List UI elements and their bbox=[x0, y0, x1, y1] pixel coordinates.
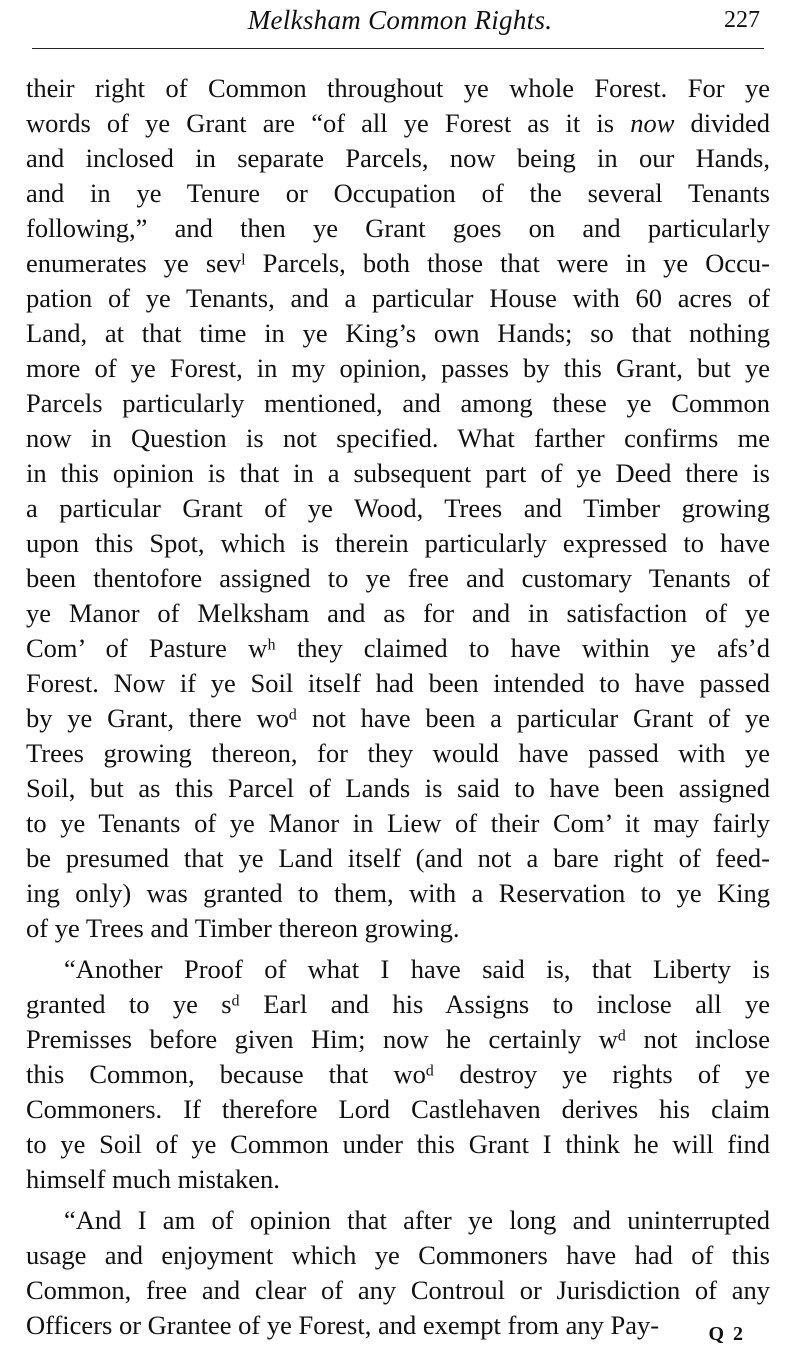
paragraph bbox=[26, 952, 770, 1197]
text-line: a particular Grant of ye Wood, Trees and Timber growing bbox=[26, 493, 770, 523]
text-line: this Common, because that woᵈ destroy ye rights of ye bbox=[26, 1059, 770, 1089]
emphasis: now bbox=[630, 108, 675, 138]
text-line: more of ye Forest, in my opinion, passes by this Grant, but ye bbox=[26, 353, 770, 383]
text-line: and in ye Tenure or Occupation of the several Tenants bbox=[26, 178, 770, 208]
running-title: Melksham Common Rights. bbox=[247, 5, 553, 35]
text-line: Forest. Now if ye Soil itself had been intended to have passed bbox=[26, 668, 770, 698]
text-line: himself much mistaken. bbox=[26, 1164, 280, 1194]
text-line: following,” and then ye Grant goes on and particularly bbox=[26, 213, 770, 243]
text-line: “And I am of opinion that after ye long and uninterrupted bbox=[64, 1205, 770, 1235]
text-line: “Another Proof of what I have said is, that Liberty is bbox=[64, 954, 770, 984]
text-line: enumerates ye sevˡ Parcels, both those that were in ye Occu- bbox=[26, 248, 770, 278]
text-line: their right of Common throughout ye whole Forest. For ye bbox=[26, 73, 770, 103]
paragraph bbox=[26, 1203, 770, 1343]
text-line: to ye Soil of ye Common under this Grant I think he will find bbox=[26, 1129, 770, 1159]
text-line: Common, free and clear of any Controul or Jurisdiction of any bbox=[26, 1275, 770, 1305]
text-line: granted to ye sᵈ Earl and his Assigns to inclose all ye bbox=[26, 989, 770, 1019]
body-text bbox=[26, 71, 770, 1343]
text-line: Land, at that time in ye King’s own Hands; so that nothing bbox=[26, 318, 770, 348]
text-line: Parcels particularly mentioned, and among these ye Common bbox=[26, 388, 770, 418]
text-line: and inclosed in separate Parcels, now being in our Hands, bbox=[26, 143, 770, 173]
text-line: Premisses before given Him; now he certainly wᵈ not inclose bbox=[26, 1024, 770, 1054]
text-line: upon this Spot, which is therein particularly expressed to have bbox=[26, 528, 770, 558]
text-line: pation of ye Tenants, and a particular House with 60 acres of bbox=[26, 283, 770, 313]
text-line: be presumed that ye Land itself (and not a bare right of feed- bbox=[26, 843, 770, 873]
text-line: Trees growing thereon, for they would have passed with ye bbox=[26, 738, 770, 768]
text-line: to ye Tenants of ye Manor in Liew of their Com’ it may fairly bbox=[26, 808, 770, 838]
text-line: by ye Grant, there woᵈ not have been a particular Grant of ye bbox=[26, 703, 770, 733]
signature-mark: Q 2 bbox=[708, 1323, 745, 1345]
text-line: now in Question is not specified. What farther confirms me bbox=[26, 423, 770, 453]
text-line: Officers or Grantee of ye Forest, and exempt from any Pay- bbox=[26, 1310, 660, 1340]
running-head bbox=[30, 4, 770, 36]
text-line: been thentofore assigned to ye free and customary Tenants of bbox=[26, 563, 770, 593]
text-line: of ye Trees and Timber thereon growing. bbox=[26, 913, 460, 943]
text-line: ing only) was granted to them, with a Reservation to ye King bbox=[26, 878, 770, 908]
text-line: usage and enjoyment which ye Commoners have had of this bbox=[26, 1240, 770, 1270]
header-rule bbox=[32, 48, 764, 49]
text-line: Commoners. If therefore Lord Castlehaven derives his claim bbox=[26, 1094, 770, 1124]
paragraph bbox=[26, 71, 770, 946]
text-line: Soil, but as this Parcel of Lands is said to have been assigned bbox=[26, 773, 770, 803]
text-line: ye Manor of Melksham and as for and in satisfaction of ye bbox=[26, 598, 770, 628]
text-line: words of ye Grant are “of all ye Forest as it is now divided bbox=[26, 108, 770, 138]
text-line: Com’ of Pasture wʰ they claimed to have within ye afs’d bbox=[26, 633, 770, 663]
page-number: 227 bbox=[724, 7, 760, 33]
text-line: in this opinion is that in a subsequent part of ye Deed there is bbox=[26, 458, 770, 488]
